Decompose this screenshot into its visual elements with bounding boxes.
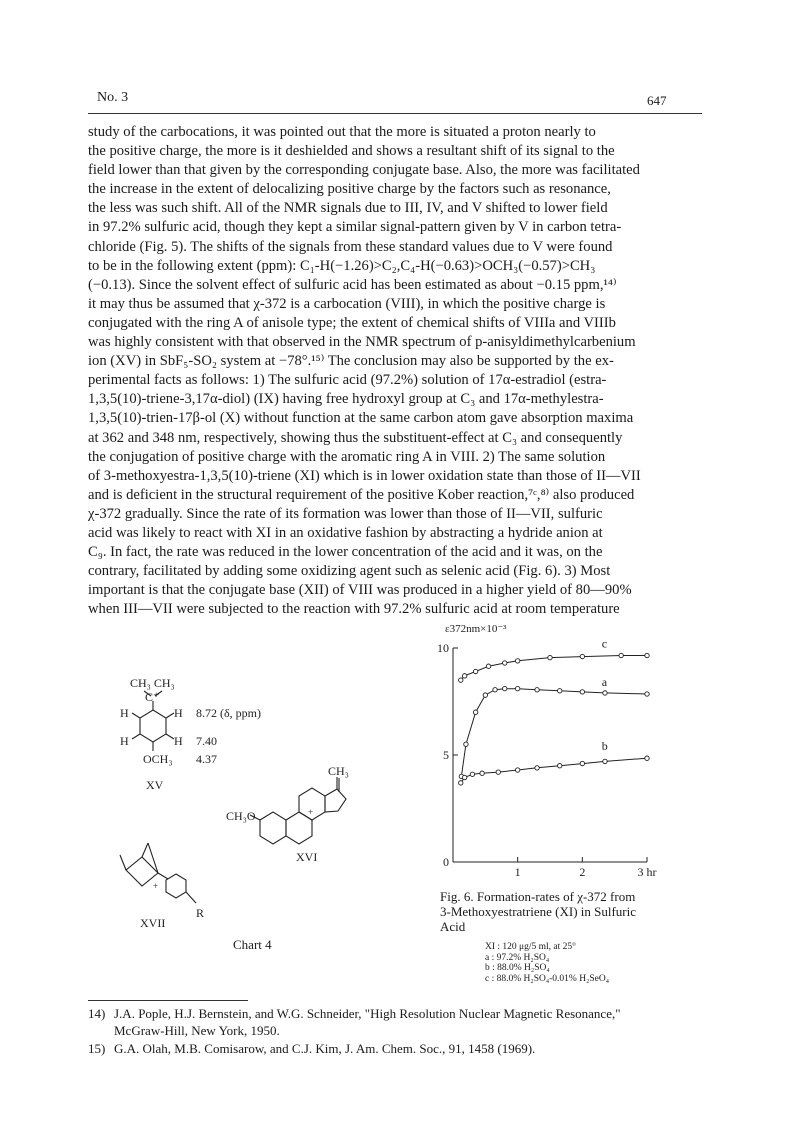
data-point-b (470, 772, 474, 776)
footnote-text: G.A. Olah, M.B. Comisarow, and C.J. Kim, J. Am. Chem. Soc., 91, 1458 (1969). (114, 1041, 536, 1056)
data-point-c (580, 654, 584, 658)
footnote-number: 14) (88, 1006, 106, 1021)
x-tick-label: 1 (514, 865, 521, 879)
data-point-c (515, 659, 519, 663)
journal-issue: No. 3 (97, 90, 129, 105)
x-tick-label: 3 hr (637, 865, 657, 879)
data-point-b (645, 756, 649, 760)
xv-och3: OCH₃ (143, 752, 173, 766)
y-tick-label: 0 (443, 855, 449, 869)
y-axis-label: ε372nm×10⁻³ (445, 623, 507, 635)
xvi-plus: + (308, 807, 314, 817)
data-point-c (462, 674, 466, 678)
data-point-c (619, 653, 623, 657)
series-label-b: b (601, 739, 608, 754)
xvi-ring-d (325, 789, 346, 812)
data-point-a (473, 710, 477, 714)
x-tick-label: 2 (579, 865, 586, 879)
body-paragraph: study of the carbocations, it was pointed out that the more is situated a proton nearly to the positive charge, the more is it deshielded and shows a resultant shift of its signal to the field lower than that given by the corresponding conjugate base. Also, the more was facilitated the increase in the extent of delocalizing positive charge by the factors such as resonance, the less was such shift. All of the NMR signals due to III, IV, and V shifted to lower field in 97.2% sulfuric acid, though they kept a similar signal-pattern given by V in carbon tetra- chloride (Fig. 5). The shifts of the signals from these standard values due to V were found to be in the following extent (ppm): C₁-H(−1.26)>C₂,C₄-H(−0.63)>OCH₃(−0.57)>CH₃ (−0.13). Since the solvent effect of sulfuric acid has been estimated as about −0.15 ppm,¹⁴⁾ it may thus be assumed that χ-372 is a carbocation (VIII), in which the positive charge is conjugated with the ring A of anisole type; the extent of chemical shifts of VIIIa and VIIIb was highly consistent with that observed in the NMR spectrum of p-anisyldimethylcarbenium ion (XV) in SbF₅-SO₂ system at −78°.¹⁵⁾ The conclusion may also be supported by the ex- perimental facts as follows: 1) The sulfuric acid (97.2%) solution of 17α-estradiol (estra- 1,3,5(10)-triene-3,17α-diol) (IX) having free hydroxyl group at C₃ and 17α-methylestra- 1,3,5(10)-trien-17β-ol (X) without function at the same carbon atom gave absorption maxima at 362 and 348 nm, respectively, showing thus the substituent-effect at C₃ and consequently the conjugation of positive charge with the aromatic ring A in VIII. 2) The same solution of 3-methoxyestra-1,3,5(10)-triene (XI) which is in lower oxidation state than those of II—VII and is deficient in the structural requirement of the positive Kober reaction,⁷ᶜ,⁸⁾ also produced χ-372 gradually. Since the rate of its formation was lower than those of II—VII, sulfuric acid was likely to react with XI in an oxidative fashion by abstracting a hydride anion at C₉. In fact, the rate was reduced in the lower concentration of the acid and it was, on the contrary, facilitated by adding some oxidizing agent such as selenic acid (Fig. 6). 3) Most important is that the conjugate base (XII) of VIII was produced in a higher yield of 80—90% when III—VII were subjected to the reaction with 97.2% sulfuric acid at room temperature (88, 124, 641, 618)
data-point-c (473, 669, 477, 673)
data-point-a (464, 742, 468, 746)
xv-shift-meta: 7.40 (196, 734, 217, 748)
footnote-14 (88, 1006, 704, 1040)
xvi-ring-a (260, 812, 286, 844)
data-point-b (496, 770, 500, 774)
xvii-label: XVII (140, 916, 166, 930)
data-point-b (558, 764, 562, 768)
xv-h-3: H (120, 734, 129, 748)
xvii-r: R (196, 906, 205, 920)
xv-shift-och3: 4.37 (196, 752, 217, 766)
y-tick-label: 10 (437, 641, 449, 655)
chart4-structures (108, 665, 408, 935)
data-point-b (480, 771, 484, 775)
xv-h-4: H (174, 734, 183, 748)
data-point-a (603, 691, 607, 695)
data-point-b (515, 768, 519, 772)
xvi-ch3o: CH₃O (226, 809, 256, 823)
figure-notes: XI : 120 μg/5 ml, at 25° a : 97.2% H₂SO₄ b : 88.0% H₂SO₄ c : 88.0% H₂SO₄-0.01% H₂SeO₄ (485, 942, 610, 984)
xv-h-1: H (120, 706, 129, 720)
data-point-c (503, 661, 507, 665)
data-point-a (535, 688, 539, 692)
page-number: 647 (647, 93, 667, 108)
data-point-b (580, 761, 584, 765)
data-point-c (548, 655, 552, 659)
figure-caption: Fig. 6. Formation-rates of χ-372 from 3-Methoxyestratriene (XI) in Sulfuric Acid (440, 889, 637, 934)
xvii-plus: + (153, 881, 159, 891)
series-line-b (461, 758, 647, 783)
fig6-chart (425, 620, 665, 890)
data-point-b (459, 781, 463, 785)
y-tick-label: 5 (443, 748, 449, 762)
xv-h-2: H (174, 706, 183, 720)
footnote-15 (88, 1041, 704, 1059)
data-point-c (459, 678, 463, 682)
series-line-a (461, 689, 647, 777)
data-point-b (462, 775, 466, 779)
xv-ch3-pair: CH₃ CH₃ (130, 676, 175, 690)
chart4-label: Chart 4 (233, 937, 272, 952)
series-label-c: c (601, 636, 608, 651)
header-rule (88, 113, 702, 114)
xv-carbocation: C⁺ (145, 690, 160, 704)
footnote-number: 15) (88, 1041, 106, 1056)
xvi-label: XVI (296, 850, 318, 864)
xv-shift-ortho: 8.72 (δ, ppm) (196, 706, 261, 720)
series-label-a: a (601, 675, 608, 690)
xvii-aryl-ring (166, 874, 186, 898)
footnote-text: J.A. Pople, H.J. Bernstein, and W.G. Schneider, "High Resolution Nuclear Magnetic Resonance," McGraw-Hill, New York, 1950. (114, 1006, 621, 1038)
data-point-a (580, 690, 584, 694)
data-point-a (493, 688, 497, 692)
data-point-c (645, 653, 649, 657)
footnote-rule (88, 1000, 248, 1001)
xv-benzene-ring (140, 710, 166, 742)
data-point-c (486, 664, 490, 668)
xvi-ch3: CH₃ (328, 764, 349, 778)
data-point-a (503, 686, 507, 690)
data-point-b (535, 766, 539, 770)
data-point-a (558, 689, 562, 693)
data-point-a (483, 693, 487, 697)
data-point-a (645, 692, 649, 696)
xv-label: XV (146, 778, 164, 792)
data-point-a (515, 686, 519, 690)
data-point-b (603, 759, 607, 763)
